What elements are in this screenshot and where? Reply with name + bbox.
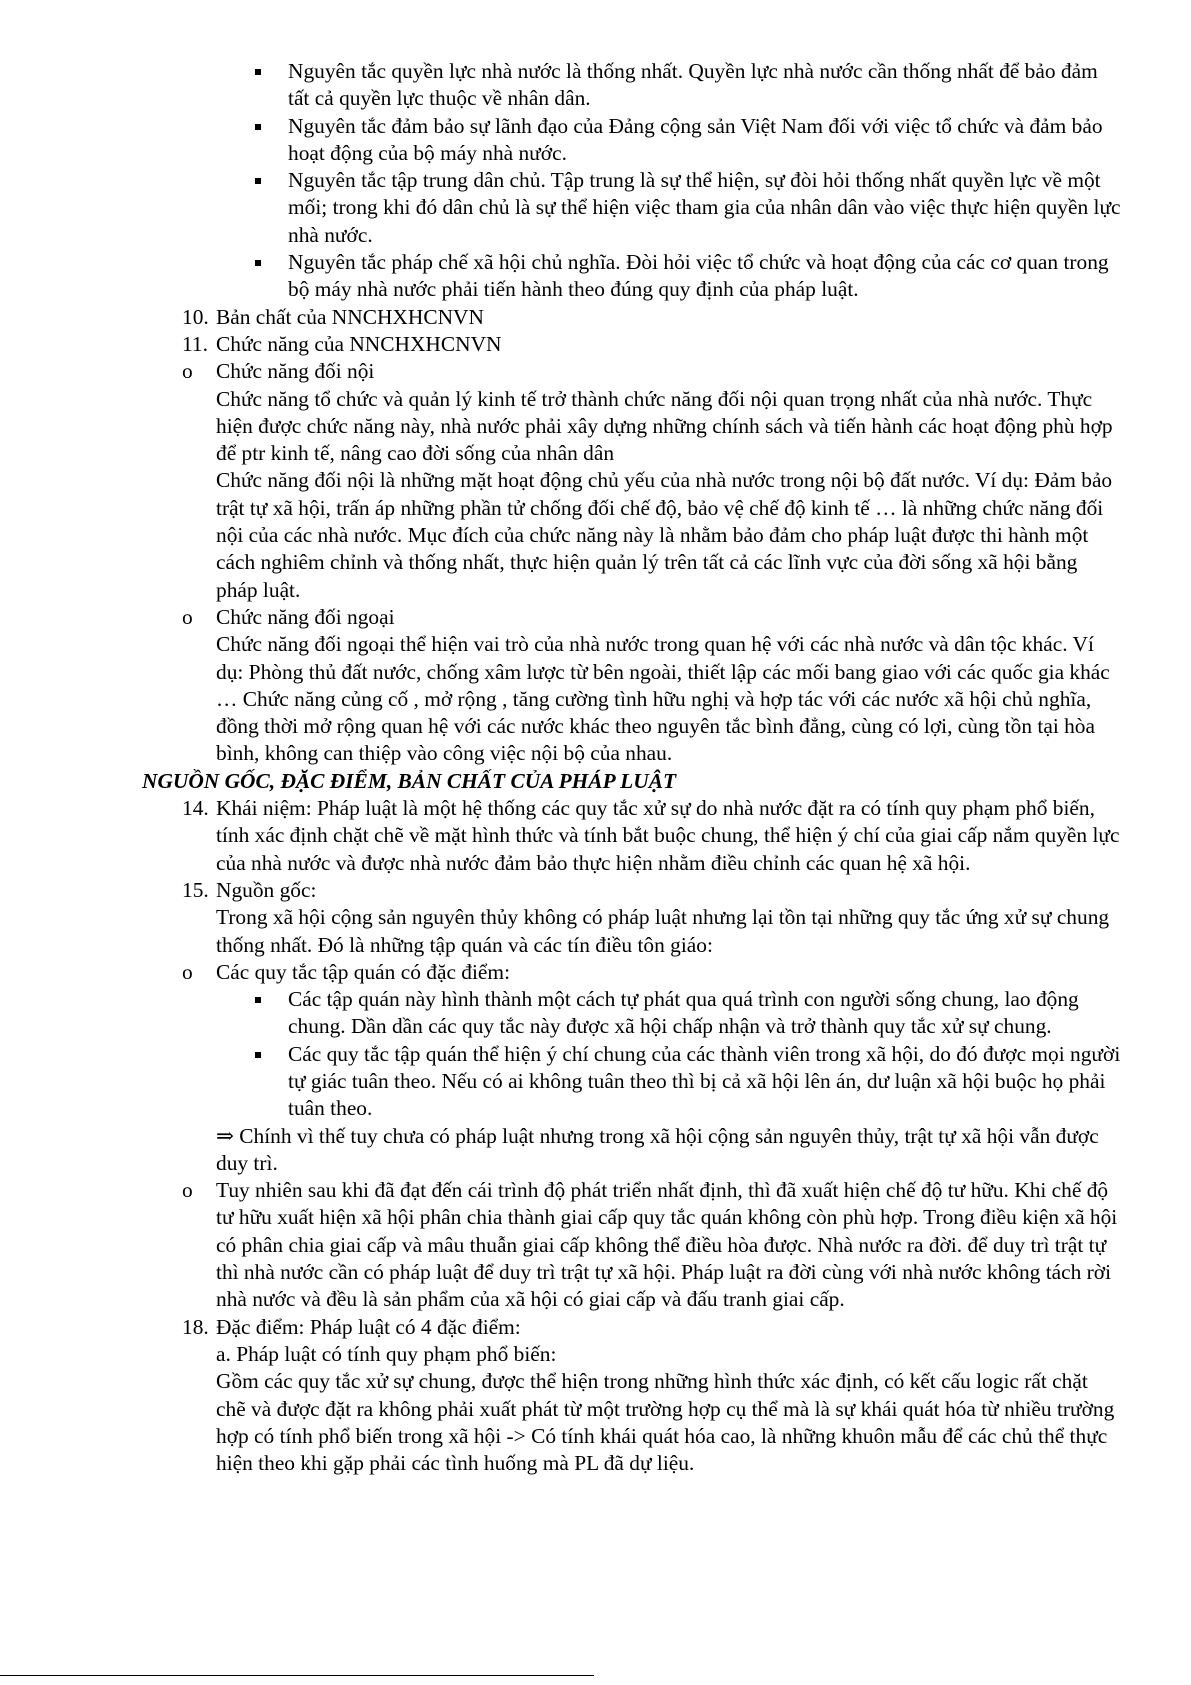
item-number: 15. <box>182 877 209 902</box>
footer-divider <box>0 1675 594 1676</box>
item-number: 10. <box>182 304 209 329</box>
numbered-item: 11. Chức năng của NNCHXHCNVN <box>0 331 1191 358</box>
square-bullet-item: Các quy tắc tập quán thể hiện ý chí chung của các thành viên trong xã hội, do đó được mọi người tự giác tuân theo. Nếu có ai không tuân theo thì bị cả xã hội lên án, dư luận xã hội buộc họ phải tuân theo. <box>0 1041 1191 1123</box>
square-bullet-item: Nguyên tắc đảm bảo sự lãnh đạo của Đảng cộng sản Việt Nam đối với việc tổ chức và đảm bảo hoạt động của bộ máy nhà nước. <box>0 113 1191 168</box>
circle-bullet: o <box>182 604 193 629</box>
circle-bullet: o <box>182 359 193 384</box>
paragraph: Chức năng đối ngoại thể hiện vai trò của nhà nước trong quan hệ với các nhà nước và dân tộc khác. Ví dụ: Phòng thủ đất nước, chống xâm lược từ bên ngoài, thiết lập các mối bang giao với các quốc gia khác … Chức năng củng cố , mở rộng , tăng cường tình hữu nghị và hợp tác với các nước xã hội chủ nghĩa, đồng thời mở rộng quan hệ với các nước khác theo nguyên tắc bình đẳng, cùng có lợi, cùng tồn tại hòa bình, không can thiệp vào công việc nội bộ của nhau. <box>216 632 1110 766</box>
paragraph: Chức năng đối nội là những mặt hoạt động chủ yếu của nhà nước trong nội bộ đất nước. Ví dụ: Đảm bảo trật tự xã hội, trấn áp những phần tử chống đối chế độ, bảo vệ chế độ kinh tế … là những chức năng đối nội của các nhà nước. Mục đích của chức năng này là nhằm bảo đảm cho pháp luật được thi hành một cách nghiêm chỉnh và thống nhất, thực hiện quản lý trên tất cả các lĩnh vực của đời sống xã hội bằng pháp luật. <box>216 468 1113 602</box>
numbered-item: 14. Khái niệm: Pháp luật là một hệ thống các quy tắc xử sự do nhà nước đặt ra có tính quy phạm phổ biến, tính xác định chặt chẽ về mặt hình thức và tính bắt buộc chung, thể hiện ý chí của giai cấp nắm quyền lực của nhà nước và được nhà nước đảm bảo thực hiện nhằm điều chỉnh các quan hệ xã hội. <box>182 796 1120 875</box>
item-number: 14. <box>182 796 209 821</box>
circle-bullet: o <box>182 1178 193 1203</box>
circle-bullet-item: o Tuy nhiên sau khi đã đạt đến cái trình độ phát triển nhất định, thì đã xuất hiện chế độ tư hữu. Khi chế độ tư hữu xuất hiện xã hội phân chia thành giai cấp quy tắc quán không còn phù hợp. Trong điều kiện xã hội có phân chia giai cấp và mâu thuẫn giai cấp không thể điều hòa được. Nhà nước ra đời. để duy trì trật tự thì nhà nước cần có pháp luật để duy trì trật tự xã hội. Pháp luật ra đời cùng với nhà nước không tách rời nhà nước và đều là sản phẩm của xã hội có giai cấp và đấu tranh giai cấp. <box>182 1178 1118 1312</box>
numbered-item: 18. Đặc điểm: Pháp luật có 4 đặc điểm: <box>0 1314 1191 1341</box>
item-number: 11. <box>182 331 208 356</box>
numbered-item: 10. Bản chất của NNCHXHCNVN <box>0 304 1191 331</box>
document-page <box>0 58 1191 1477</box>
numbered-item: 15. Nguồn gốc: <box>0 877 1191 904</box>
paragraph: Chức năng tổ chức và quản lý kinh tế trở thành chức năng đối nội quan trọng nhất của nhà nước. Thực hiện được chức năng này, nhà nước phải xây dựng những chính sách và tiến hành các hoạt động phù hợp để ptr kinh tế, nâng cao đời sống của nhân dân <box>216 386 1113 466</box>
square-bullet-item: Nguyên tắc tập trung dân chủ. Tập trung là sự thể hiện, sự đòi hỏi thống nhất quyền lực về một mối; trong khi đó dân chủ là sự thể hiện việc tham gia của nhân dân vào việc thực hiện quyền lực nhà nước. <box>0 167 1191 249</box>
paragraph: Trong xã hội cộng sản nguyên thủy không có pháp luật nhưng lại tồn tại những quy tắc ứng xử sự chung thống nhất. Đó là những tập quán và các tín điều tôn giáo: <box>216 905 1110 957</box>
circle-bullet-item: o Chức năng đối ngoại <box>0 604 1191 631</box>
square-bullet-item: Nguyên tắc pháp chế xã hội chủ nghĩa. Đòi hỏi việc tổ chức và hoạt động của các cơ quan trong bộ máy nhà nước phải tiến hành theo đúng quy định của pháp luật. <box>0 249 1191 304</box>
square-bullet-item: Nguyên tắc quyền lực nhà nước là thống nhất. Quyền lực nhà nước cần thống nhất để bảo đảm tất cả quyền lực thuộc về nhân dân. <box>0 58 1191 113</box>
section-heading: NGUỒN GỐC, ĐẶC ĐIỂM, BẢN CHẤT CỦA PHÁP LUẬT <box>142 768 677 793</box>
circle-bullet-item: o Chức năng đối nội <box>0 358 1191 385</box>
sub-heading: a. Pháp luật có tính quy phạm phổ biến: <box>216 1341 557 1366</box>
circle-bullet-item: o Các quy tắc tập quán có đặc điểm: <box>0 959 1191 986</box>
square-bullet-item: Các tập quán này hình thành một cách tự phát qua quá trình con người sống chung, lao động chung. Dần dần các quy tắc này được xã hội chấp nhận và trở thành quy tắc xử sự chung. <box>0 986 1191 1041</box>
conclusion-paragraph: ⇒ Chính vì thế tuy chưa có pháp luật nhưng trong xã hội cộng sản nguyên thủy, trật tự xã hội vẫn được duy trì. <box>216 1123 1099 1175</box>
circle-bullet: o <box>182 959 193 984</box>
item-number: 18. <box>182 1314 209 1339</box>
paragraph: Gồm các quy tắc xử sự chung, được thể hiện trong những hình thức xác định, có kết cấu logic rất chặt chẽ và được đặt ra không phải xuất phát từ một trường hợp cụ thể mà là sự khái quát hóa từ nhiều trường hợp có tính phổ biến trong xã hội -> Có tính khái quát hóa cao, là những khuôn mẫu để các chủ thể thực hiện theo khi gặp phải các tình huống mà PL đã dự liệu. <box>216 1369 1115 1476</box>
